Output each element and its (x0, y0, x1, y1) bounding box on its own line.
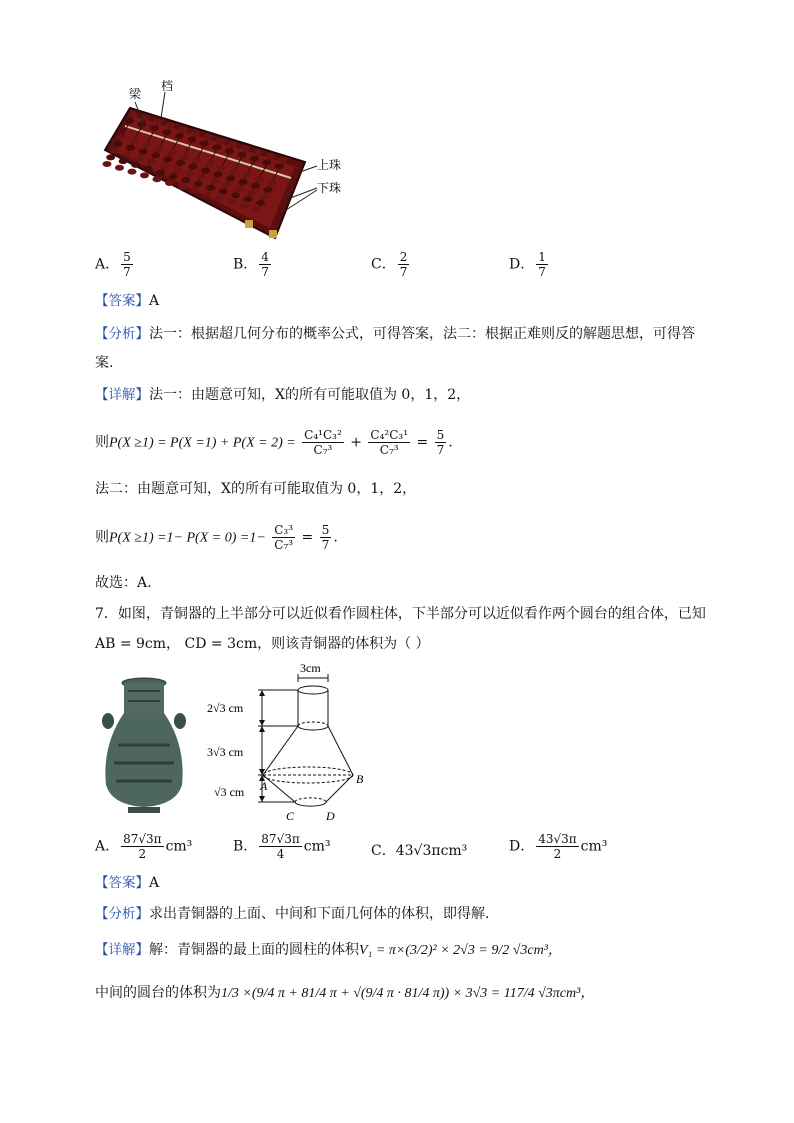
abacus-bead (176, 160, 185, 166)
abacus-bead (210, 178, 219, 184)
diagram-label-d: D (326, 809, 335, 823)
abacus-bead (256, 200, 265, 206)
abacus-bead (117, 134, 126, 140)
diagram-label-b: B (356, 772, 364, 786)
abacus-bead (162, 129, 171, 135)
abacus-bead (201, 168, 210, 174)
abacus-bead (225, 148, 234, 154)
abacus-bead (167, 150, 176, 156)
abacus-bead (126, 145, 135, 151)
abacus-label-lower: 下珠 (317, 181, 342, 195)
abacus-bead (275, 163, 284, 169)
abacus-bead (106, 154, 115, 160)
abacus-bead (131, 162, 140, 168)
abacus-bead (190, 188, 199, 194)
abacus-bead (226, 175, 235, 181)
abacus-bead (130, 138, 139, 144)
abacus-bead (214, 171, 223, 177)
abacus-bead (240, 203, 249, 209)
abacus-bead (151, 152, 160, 158)
abacus-bead (255, 176, 264, 182)
abacus-bead (166, 122, 175, 128)
abacus-bead (253, 207, 262, 213)
q6-option-d[interactable]: D． $\frac{1}{7}$ (509, 250, 546, 279)
q6-analysis-line2: 案. (95, 355, 114, 371)
abacus-bead (160, 163, 169, 169)
abacus-bead (192, 157, 201, 163)
abacus-bead (231, 192, 240, 198)
abacus-bead (140, 172, 149, 178)
q7-option-d[interactable]: D． $\frac{43√3\pi}{2}$ cm³ (509, 832, 608, 861)
abacus-bead (129, 111, 138, 117)
abacus-bead (194, 181, 203, 187)
abacus-bead (212, 144, 221, 150)
abacus-bead (200, 140, 209, 146)
abacus-bead (216, 138, 225, 144)
abacus-image (95, 80, 365, 245)
q6-method2-formula: 则P(X ≥1) =1− P(X = 0) =1− $\frac{\text{C₃³}}{\text{C₇³}}$ = $\frac{5}{7}$ . (95, 523, 338, 552)
abacus-bead (244, 196, 253, 202)
abacus-bead (142, 142, 151, 148)
q6-option-c[interactable]: C． $\frac{2}{7}$ (371, 250, 408, 279)
abacus-bead (103, 161, 112, 167)
abacus-bead (206, 185, 215, 191)
abacus-bead (279, 157, 288, 163)
abacus-bead (250, 156, 259, 162)
bronze-vessel-image (98, 675, 190, 815)
abacus-bead (205, 161, 214, 167)
q7-option-a[interactable]: A． $\frac{87√3\pi}{2}$ cm³ (95, 832, 193, 861)
abacus-bead (264, 187, 273, 193)
abacus-bead (169, 173, 178, 179)
q7-detail-line2: 中间的圆台的体积为1/3 ×(9/4 π + 81/4 π + √(9/4 π · 81/4 π)) × 3√3 = 117/4 √3πcm³， (95, 985, 595, 1001)
diagram-label-a: A (260, 779, 268, 793)
abacus-bead (180, 153, 189, 159)
abacus-bead (267, 180, 276, 186)
abacus-bead (197, 174, 206, 180)
abacus-bead (110, 148, 119, 154)
q7-stem-line1: 7．如图，青铜器的上半部分可以近似看作圆柱体，下半部分可以近似看作两个圆台的组合体，已知 (95, 606, 706, 622)
abacus-bead (128, 169, 137, 175)
abacus-bead (185, 170, 194, 176)
abacus-bead (229, 141, 238, 147)
abacus-bead (135, 155, 144, 161)
abacus-label-upper: 上珠 (317, 158, 342, 172)
abacus-bead (122, 151, 131, 157)
abacus-bead (247, 189, 256, 195)
abacus-bead (241, 145, 250, 151)
q7-answer: 【答案】A (95, 875, 160, 891)
abacus-bead (204, 134, 213, 140)
abacus-bead (203, 191, 212, 197)
q7-option-b[interactable]: B． $\frac{87√3\pi}{4}$ cm³ (233, 832, 331, 861)
abacus-bead (254, 149, 263, 155)
abacus-bead (187, 137, 196, 143)
abacus-bead (125, 118, 134, 124)
q7-detail-line1: 【详解】解：青铜器的最上面的圆柱的体积V₁ = π×(3/2)² × 2√3 = 9/2 √3cm³， (95, 942, 562, 958)
geometry-diagram (200, 660, 400, 825)
abacus-bead (153, 176, 162, 182)
abacus-bead (172, 167, 181, 173)
abacus-bead (181, 177, 190, 183)
abacus-bead (178, 184, 187, 190)
abacus-bead (239, 179, 248, 185)
abacus-bead (164, 156, 173, 162)
diagram-label-c: C (286, 809, 295, 823)
q6-detail-formula: 则P(X ≥1) = P(X =1) + P(X = 2) = $\frac{\text{C₄¹C₃²}}{\text{C₇³}}$ + $\frac{\text{C₄²C₃¹}}{\text{C₇³}}$ = $\frac{5}{7}$ . (95, 428, 453, 457)
abacus-bead (191, 130, 200, 136)
abacus-label-dang: 档 (161, 80, 174, 93)
diagram-height-1: 2√3 cm (207, 701, 244, 715)
abacus-bead (154, 119, 163, 125)
abacus-bead (222, 182, 231, 188)
abacus-bead (260, 193, 269, 199)
abacus-bead (147, 159, 156, 165)
diagram-height-2: 3√3 cm (207, 745, 244, 759)
q7-option-c[interactable]: C．43√3πcm³ (371, 843, 468, 859)
abacus-bead (179, 126, 188, 132)
abacus-bead (150, 125, 159, 131)
q6-option-b[interactable]: B． $\frac{4}{7}$ (233, 250, 269, 279)
diagram-top-width: 3cm (300, 661, 321, 675)
abacus-bead (251, 183, 260, 189)
q6-detail-line1: 【详解】法一：由题意可知，X的所有可能取值为 0，1，2， (95, 387, 471, 403)
abacus-bead (165, 180, 174, 186)
abacus-bead (219, 189, 228, 195)
abacus-bead (114, 141, 123, 147)
abacus-bead (139, 149, 148, 155)
abacus-bead (228, 199, 237, 205)
abacus-bead (189, 164, 198, 170)
q6-option-a[interactable]: A． $\frac{5}{7}$ (95, 250, 131, 279)
abacus-bead (175, 133, 184, 139)
abacus-bead (115, 165, 124, 171)
abacus-bead (235, 186, 244, 192)
abacus-label-liang: 梁 (129, 87, 142, 101)
abacus-bead (119, 158, 128, 164)
abacus-bead (144, 166, 153, 172)
abacus-bead (217, 165, 226, 171)
abacus-bead (137, 121, 146, 127)
diagram-height-3: √3 cm (214, 785, 245, 799)
q6-answer: 【答案】A (95, 293, 160, 309)
q6-conclusion: 故选：A. (95, 575, 152, 591)
abacus-bead (230, 169, 239, 175)
abacus-bead (237, 152, 246, 158)
q7-analysis: 【分析】求出青铜器的上面、中间和下面几何体的体积，即得解. (95, 906, 490, 922)
q6-method2-line1: 法二：由题意可知，X的所有可能取值为 0，1，2， (95, 481, 417, 497)
abacus-bead (266, 153, 275, 159)
abacus-bead (262, 159, 271, 165)
abacus-bead (215, 195, 224, 201)
abacus-bead (156, 170, 165, 176)
abacus-bead (242, 172, 251, 178)
q7-stem-line2: AB = 9cm， CD = 3cm，则该青铜器的体积为（ ） (95, 636, 430, 652)
abacus-bead (155, 146, 164, 152)
q6-analysis-line1: 【分析】法一：根据超几何分布的概率公式，可得答案，法二：根据正难则反的解题思想，可得答 (95, 326, 695, 342)
